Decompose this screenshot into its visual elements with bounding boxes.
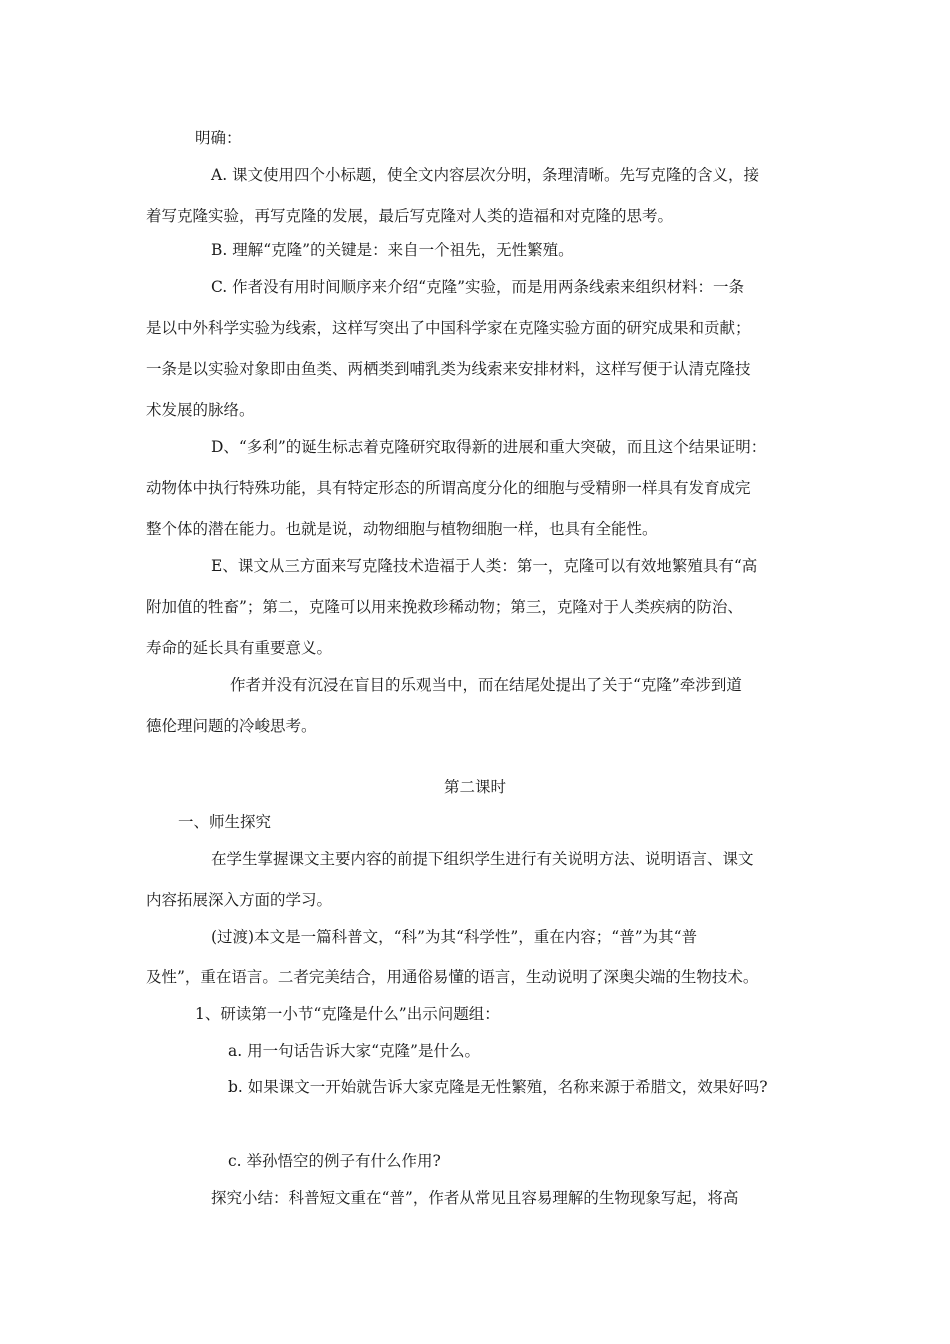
point-d-line-2: 动物体中执行特殊功能，具有特定形态的所谓高度分化的细胞与受精卵一样具有发育成完 xyxy=(146,479,751,497)
point-a-line-1: A. 课文使用四个小标题，使全文内容层次分明，条理清晰。先写克隆的含义，接 xyxy=(211,166,760,184)
lesson-two-heading: 一、师生探究 xyxy=(178,813,272,831)
transition-line-1: (过渡)本文是一篇科普文，“科”为其“科学性”，重在内容；“普”为其“普 xyxy=(211,928,698,946)
point-a-line-2: 着写克隆实验，再写克隆的发展，最后写克隆对人类的造福和对克隆的思考。 xyxy=(146,207,674,225)
question-c: c. 举孙悟空的例子有什么作用? xyxy=(228,1152,441,1170)
transition-line-2: 及性”，重在语言。二者完美结合，用通俗易懂的语言，生动说明了深奥尖端的生物技术。 xyxy=(146,968,759,986)
lesson-two-title: 第二课时 xyxy=(443,778,506,796)
study-item-1: 1、研读第一小节“克隆是什么”出示问题组： xyxy=(195,1005,500,1023)
intro-line-1: 在学生掌握课文主要内容的前提下组织学生进行有关说明方法、说明语言、课文 xyxy=(211,850,754,868)
point-f-line-2: 德伦理问题的冷峻思考。 xyxy=(146,717,317,735)
point-f-line-1: 作者并没有沉浸在盲目的乐观当中，而在结尾处提出了关于“克隆”牵涉到道 xyxy=(230,676,742,694)
point-d-line-3: 整个体的潜在能力。也就是说，动物细胞与植物细胞一样，也具有全能性。 xyxy=(146,520,658,538)
point-e-line-3: 寿命的延长具有重要意义。 xyxy=(146,639,333,657)
answer-label: 明确： xyxy=(195,129,242,147)
question-b: b. 如果课文一开始就告诉大家克隆是无性繁殖，名称来源于希腊文，效果好吗? xyxy=(228,1078,768,1096)
point-d-line-1: D、“多利”的诞生标志着克隆研究取得新的进展和重大突破，而且这个结果证明： xyxy=(211,438,767,456)
point-c-line-1: C. 作者没有用时间顺序来介绍“克隆”实验，而是用两条线索来组织材料：一条 xyxy=(211,278,745,296)
question-a: a. 用一句话告诉大家“克隆”是什么。 xyxy=(228,1042,480,1060)
point-b-line-1: B. 理解“克隆”的关键是：来自一个祖先，无性繁殖。 xyxy=(211,241,574,259)
summary-line-1: 探究小结：科普短文重在“普”，作者从常见且容易理解的生物现象写起，将高 xyxy=(211,1189,739,1207)
intro-line-2: 内容拓展深入方面的学习。 xyxy=(146,891,333,909)
point-e-line-2: 附加值的牲畜”；第二，克隆可以用来挽救珍稀动物；第三，克隆对于人类疾病的防治、 xyxy=(146,598,743,616)
point-c-line-2: 是以中外科学实验为线索，这样写突出了中国科学家在克隆实验方面的研究成果和贡献； xyxy=(146,319,751,337)
point-e-line-1: E、课文从三方面来写克隆技术造福于人类：第一，克隆可以有效地繁殖具有“高 xyxy=(211,557,758,575)
point-c-line-3: 一条是以实验对象即由鱼类、两栖类到哺乳类为线索来安排材料，这样写便于认清克隆技 xyxy=(146,360,751,378)
point-c-line-4: 术发展的脉络。 xyxy=(146,401,255,419)
